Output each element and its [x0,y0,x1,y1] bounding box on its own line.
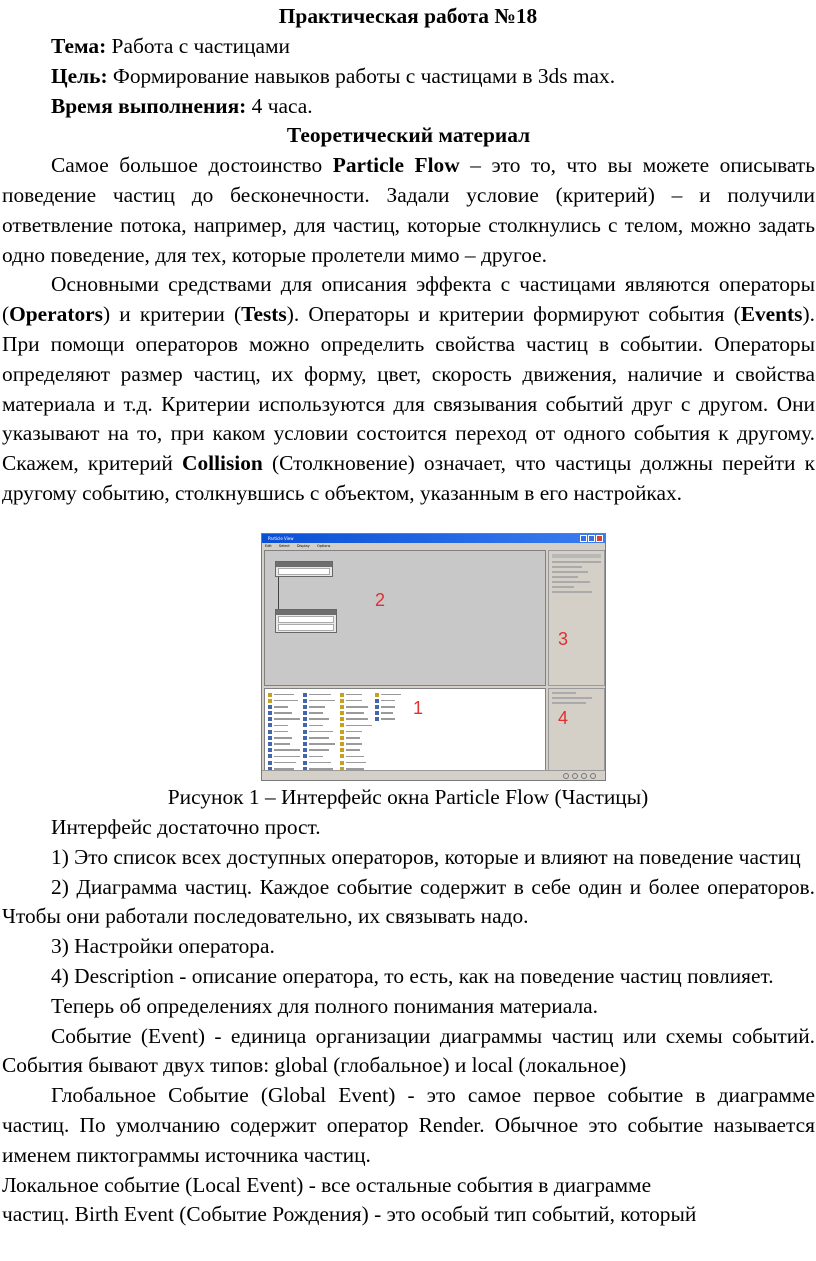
theory-heading: Теоретический материал [286,123,531,148]
time-value: 4 часа. [246,93,313,118]
zoom-region-icon [581,773,587,779]
pan-icon [563,773,569,779]
text-run: ) и критерии ( [102,302,242,327]
maximize-icon [588,535,595,542]
theory-paragraph-1 [2,151,815,270]
list-item-4: 4) Description - описание оператора, то есть, как на поведение частиц повлияет. [51,963,774,988]
label-4: 4 [558,708,569,728]
global-event-definition: Глобальное Событие (Global Event) - это самое первое событие в диаграмме частиц. По умолчанию содержит оператор Render. Обычное это событие называется именем пиктограммы источника частиц. [2,1083,815,1167]
text-run: – это то, что вы можете описывать поведение частиц до бесконечности. Задали условие (критерий) – и получили ответвление потока, например, для частиц, которые столкнулись с телом, можно задать одно поведение, для тех, которые пролетели мимо – другое. [2,153,815,267]
menu-edit: Edit [265,544,272,548]
local-event-definition-line-2: частиц. Birth Event (Событие Рождения) - это особый тип событий, который [2,1202,697,1227]
close-icon [596,535,603,542]
minimize-icon [580,535,587,542]
zoom-icon [572,773,578,779]
body-block [2,813,815,1230]
menu-display: Display [296,544,310,548]
page-title: Практическая работа №18 [278,4,538,28]
window-title: Particle View [268,536,294,541]
list-item-2: 2) Диаграмма частиц. Каждое событие содержит в себе один и более операторов. Чтобы они работали последовательно, их связывать надо. [2,874,815,929]
term-tests: Tests [241,302,287,327]
time-line [2,92,815,122]
text-run: (Столкновение) означает, что частицы должны перейти к другому событию, столкнувшись с объектом, указанным в его настройках. [2,451,815,505]
figure-caption: Рисунок 1 – Интерфейс окна Particle Flow (Частицы) [167,785,649,809]
text-run: Самое большое достоинство [51,153,333,178]
topic-line [2,32,815,62]
event-definition: Событие (Event) - единица организации диаграммы частиц или схемы событий. События бывают двух типов: global (глобальное) и local (локальное) [2,1023,815,1078]
text-run: ). При помощи операторов можно определить свойства частиц в событии. Операторы определяют размер частиц, их форму, цвет, скорость движения, наличие и свойства материала и т.д. Критерии используются для связывания событий друг с другом. Они указывают на то, при каком условии состоится переход от одного события к другому. Скажем, критерий [2,302,815,476]
time-label: Время выполнения: [51,93,247,118]
window-statusbar [262,770,605,780]
label-2: 2 [375,590,386,610]
particle-view-figure [261,533,606,781]
topic-label: Тема: [51,34,107,58]
goal-value: Формирование навыков работы с частицами в 3ds max. [107,63,616,88]
definitions-intro: Теперь об определениях для полного понимания материала. [51,993,599,1018]
intro-paragraph: Интерфейс достаточно прост. [51,815,321,839]
description-panel [548,688,605,772]
theory-paragraph-2 [2,270,815,508]
goal-label: Цель: [51,63,108,88]
birth-event-node [275,609,337,633]
zoom-extents-icon [590,773,596,779]
topic-value: Работа с частицами [106,34,290,58]
label-3: 3 [558,629,569,649]
meta-block [2,32,815,509]
menu-options: Options [316,544,331,548]
local-event-definition-line-1: Локальное событие (Local Event) - все остальные события в диаграмме [2,1172,652,1197]
operator-depot-list [264,688,546,772]
text-run: ). Операторы и критерии формируют события ( [286,302,741,327]
global-event-node [275,561,333,577]
particle-diagram-area [264,550,546,686]
event-wire [278,577,279,609]
term-operators: Operators [9,302,103,327]
window-titlebar [262,534,605,543]
window-menubar [262,543,605,549]
term-particle-flow: Particle Flow [332,153,460,178]
list-item-3: 3) Настройки оператора. [51,934,275,959]
term-events: Events [740,302,803,327]
goal-line [2,62,815,92]
list-item-1: 1) Это список всех доступных операторов, которые и влияют на поведение частиц [51,844,801,869]
label-1: 1 [413,698,424,718]
operator-settings-panel [548,550,605,686]
term-collision: Collision [182,451,263,476]
text-run: Основными средствами для описания эффекта с частицами являются операторы ( [2,272,815,327]
menu-select: Select [278,544,290,548]
